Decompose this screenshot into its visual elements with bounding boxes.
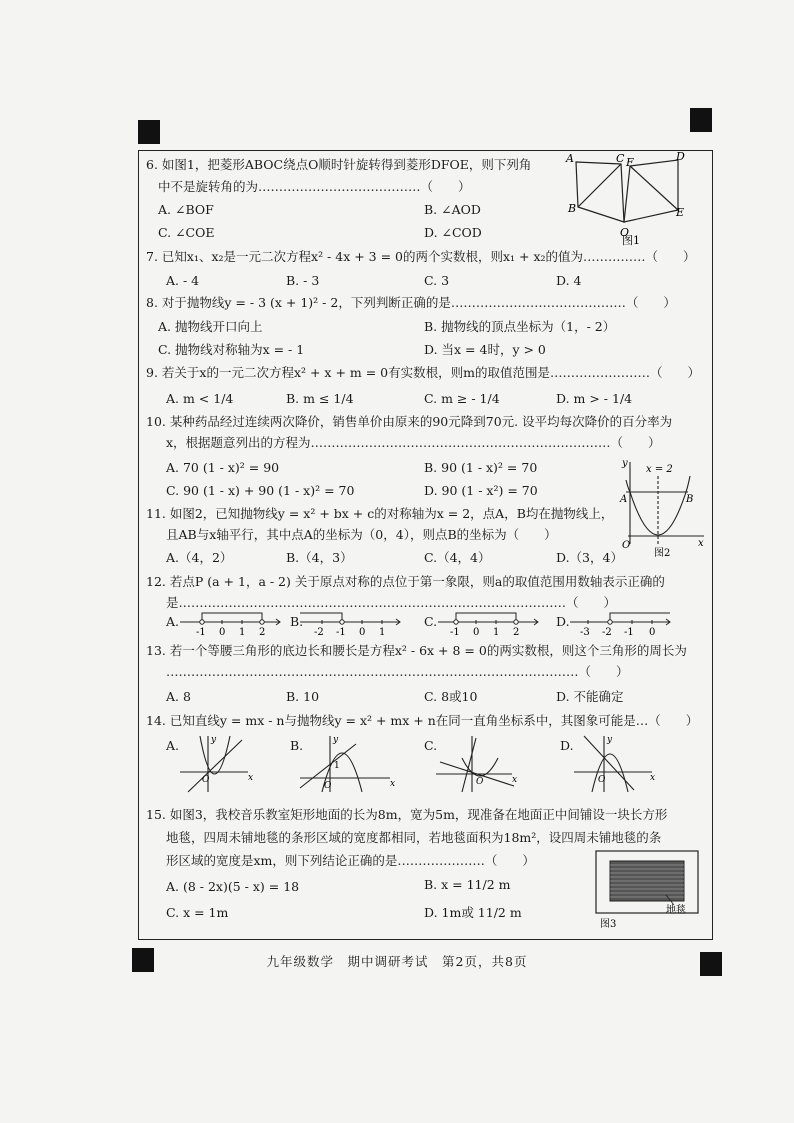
q13-option-d[interactable]: D. 不能确定 <box>556 689 624 704</box>
fig2-label-y: y <box>622 458 628 469</box>
registration-mark-top-left <box>138 120 160 144</box>
q10-option-a[interactable]: A. 70 (1 - x)² = 90 <box>166 460 280 475</box>
fig2-label-axis: x = 2 <box>646 464 673 475</box>
q14b-x-label: x <box>390 779 396 789</box>
q12b-tick-1: -1 <box>336 627 346 638</box>
q12d-tick-1: -2 <box>602 627 612 638</box>
q12a-tick-2: 1 <box>239 627 246 638</box>
q12-number-line-d[interactable] <box>570 610 680 636</box>
q14c-origin-label: O <box>476 777 484 787</box>
q12d-tick-3: 0 <box>649 627 656 638</box>
q6-option-c[interactable]: C. ∠COE <box>158 225 215 240</box>
q14a-origin-label: O <box>202 775 210 785</box>
q11-option-d[interactable]: D.（3，4） <box>556 550 623 565</box>
q9-option-b[interactable]: B. m ≤ 1/4 <box>286 391 354 406</box>
q14-stem: 14. 已知直线y = mx - n与抛物线y = x² + mx + n在同一直角坐标系中，其图象可能是…（ ） <box>146 713 699 728</box>
q12-option-d[interactable]: D. <box>556 614 570 629</box>
q13-option-c[interactable]: C. 8或10 <box>424 689 478 704</box>
q6-option-b[interactable]: B. ∠AOD <box>424 202 481 217</box>
q7-stem: 7. 已知x₁、x₂是一元二次方程x² - 4x + 3 = 0的两个实数根，则x₁ + x₂的值为……………（ ） <box>146 249 696 264</box>
q12a-tick-3: 2 <box>259 627 266 638</box>
q9-stem: 9. 若关于x的一元二次方程x² + x + m = 0有实数根，则m的取值范围是……………………（ ） <box>146 365 700 380</box>
fig3-caption: 图3 <box>600 919 617 930</box>
q6-option-d[interactable]: D. ∠COD <box>424 225 482 240</box>
q12-stem-line1: 12. 若点P (a + 1，a - 2) 关于原点对称的点位于第一象限，则a的取值范围用数轴表示正确的 <box>146 574 665 589</box>
q14b-origin-label: O <box>324 781 332 791</box>
q12-number-line-a[interactable] <box>180 610 290 636</box>
q15-stem-line1: 15. 如图3，我校音乐教室矩形地面的长为8m，宽为5m，现准备在地面正中间铺设一块长方形 <box>146 807 668 822</box>
fig2-label-b: B <box>686 494 694 505</box>
q12b-tick-2: 0 <box>359 627 366 638</box>
q12a-tick-0: -1 <box>196 627 206 638</box>
fig1-label-f: F <box>626 156 634 169</box>
q12-option-c[interactable]: C. <box>424 614 438 629</box>
q14b-one-label: 1 <box>334 761 340 771</box>
q12-option-b[interactable]: B. <box>290 614 304 629</box>
q15-option-a[interactable]: A. (8 - 2x)(5 - x) = 18 <box>166 879 300 894</box>
q12d-tick-0: -3 <box>580 627 590 638</box>
q8-option-a[interactable]: A. 抛物线开口向上 <box>158 319 263 334</box>
q10-stem-line1: 10. 某种药品经过连续两次降价，销售单价由原来的90元降到70元. 设平均每次降价的百分率为 <box>146 414 673 429</box>
q10-option-b[interactable]: B. 90 (1 - x)² = 70 <box>424 460 538 475</box>
q14-option-a[interactable]: A. <box>166 738 180 753</box>
registration-mark-top-right <box>690 108 712 132</box>
q14c-x-label: x <box>512 775 518 785</box>
q12b-tick-0: -2 <box>314 627 324 638</box>
q9-option-a[interactable]: A. m < 1/4 <box>166 391 234 406</box>
fig1-label-c: C <box>616 152 625 165</box>
q15-stem-line2: 地毯，四周未铺地毯的条形区域的宽度都相同，若地毯面积为18m²，设四周未铺地毯的条 <box>166 830 662 845</box>
figure-3-carpet <box>594 849 704 931</box>
q13-option-a[interactable]: A. 8 <box>166 689 191 704</box>
q11-option-a[interactable]: A.（4，2） <box>166 550 233 565</box>
q8-stem: 8. 对于抛物线y = - 3 (x + 1)² - 2，下列判断正确的是……………………………………（ ） <box>146 295 676 310</box>
q14-graph-a[interactable] <box>178 734 258 794</box>
q11-stem-line1: 11. 如图2，已知抛物线y = x² + bx + c的对称轴为x = 2，点A，B均在抛物线上， <box>146 506 614 521</box>
q14-graph-b[interactable] <box>296 734 396 794</box>
fig1-label-b: B <box>568 202 577 215</box>
q13-stem-line2: ………………………………………………………………………………………（ ） <box>166 664 629 679</box>
q14-option-c[interactable]: C. <box>424 738 438 753</box>
fig1-label-d: D <box>676 150 685 163</box>
q7-option-d[interactable]: D. 4 <box>556 273 582 288</box>
fig1-label-e: E <box>676 206 685 219</box>
q7-option-a[interactable]: A. - 4 <box>166 273 200 288</box>
q10-option-d[interactable]: D. 90 (1 - x²) = 70 <box>424 483 538 498</box>
q6-stem-line2: 中不是旋转角的为…………………………………（ ） <box>158 179 471 194</box>
figure-1-rhombus-rotation <box>566 150 696 247</box>
q15-option-d[interactable]: D. 1m或 11/2 m <box>424 905 522 920</box>
q14-option-d[interactable]: D. <box>560 738 574 753</box>
q12b-tick-3: 1 <box>379 627 386 638</box>
q15-option-b[interactable]: B. x = 11/2 m <box>424 877 511 892</box>
q12a-tick-1: 0 <box>219 627 226 638</box>
q13-option-b[interactable]: B. 10 <box>286 689 320 704</box>
q12-option-a[interactable]: A. <box>166 614 180 629</box>
fig1-caption: 图1 <box>622 234 640 247</box>
q12c-tick-0: -1 <box>450 627 460 638</box>
q12c-tick-1: 0 <box>473 627 480 638</box>
q12c-tick-2: 1 <box>493 627 500 638</box>
q11-option-b[interactable]: B.（4，3） <box>286 550 353 565</box>
q12-number-line-b[interactable] <box>300 610 410 636</box>
fig1-label-a: A <box>566 152 574 165</box>
q14b-y-label: y <box>333 735 339 745</box>
fig3-carpet-label: 地毯 <box>666 905 686 916</box>
q6-option-a[interactable]: A. ∠BOF <box>158 202 214 217</box>
q10-stem-line2: x，根据题意列出的方程为………………………………………………………………（ ） <box>166 435 661 450</box>
q9-option-d[interactable]: D. m > - 1/4 <box>556 391 633 406</box>
q13-stem-line1: 13. 若一个等腰三角形的底边长和腰长是方程x² - 6x + 8 = 0的两实数根，则这个三角形的周长为 <box>146 643 687 658</box>
q11-stem-line2: 且AB与x轴平行，其中点A的坐标为（0，4），则点B的坐标为（ ） <box>166 527 557 542</box>
q14a-y-label: y <box>211 735 217 745</box>
q10-option-c[interactable]: C. 90 (1 - x) + 90 (1 - x)² = 70 <box>166 483 355 498</box>
q15-stem-line3: 形区域的宽度是xm，则下列结论正确的是…………………（ ） <box>166 853 535 868</box>
q14d-x-label: x <box>650 773 656 783</box>
q12-number-line-c[interactable] <box>438 610 548 636</box>
fig2-label-o: O <box>622 540 631 551</box>
fig2-label-x: x <box>698 538 704 549</box>
q12-stem-line2: 是…………………………………………………………………………………（ ） <box>166 595 617 610</box>
q9-option-c[interactable]: C. m ≥ - 1/4 <box>424 391 500 406</box>
q14d-origin-label: O <box>598 775 606 785</box>
q7-option-b[interactable]: B. - 3 <box>286 273 320 288</box>
fig2-caption: 图2 <box>654 548 671 559</box>
q8-option-c[interactable]: C. 抛物线对称轴为x = - 1 <box>158 342 305 357</box>
q14-graph-d[interactable] <box>572 734 662 794</box>
fig2-label-a: A <box>620 494 628 505</box>
q14-graph-c[interactable] <box>432 734 522 794</box>
q7-option-c[interactable]: C. 3 <box>424 273 450 288</box>
fig1-label-o: O <box>620 226 630 239</box>
q15-option-c[interactable]: C. x = 1m <box>166 905 229 920</box>
page-footer: 九年级数学 期中调研考试 第2页，共8页 <box>266 954 528 969</box>
q12c-tick-3: 2 <box>513 627 520 638</box>
figure-2-parabola <box>618 458 708 558</box>
q14a-x-label: x <box>248 773 254 783</box>
q8-option-d[interactable]: D. 当x = 4时，y > 0 <box>424 342 546 357</box>
q14d-y-label: y <box>607 735 613 745</box>
q14-option-b[interactable]: B. <box>290 738 304 753</box>
q11-option-c[interactable]: C.（4，4） <box>424 550 491 565</box>
q8-option-b[interactable]: B. 抛物线的顶点坐标为（1，- 2） <box>424 319 616 334</box>
q12d-tick-2: -1 <box>624 627 634 638</box>
q6-stem-line1: 6. 如图1，把菱形ABOC绕点O顺时针旋转得到菱形DFOE，则下列角 <box>146 157 532 172</box>
